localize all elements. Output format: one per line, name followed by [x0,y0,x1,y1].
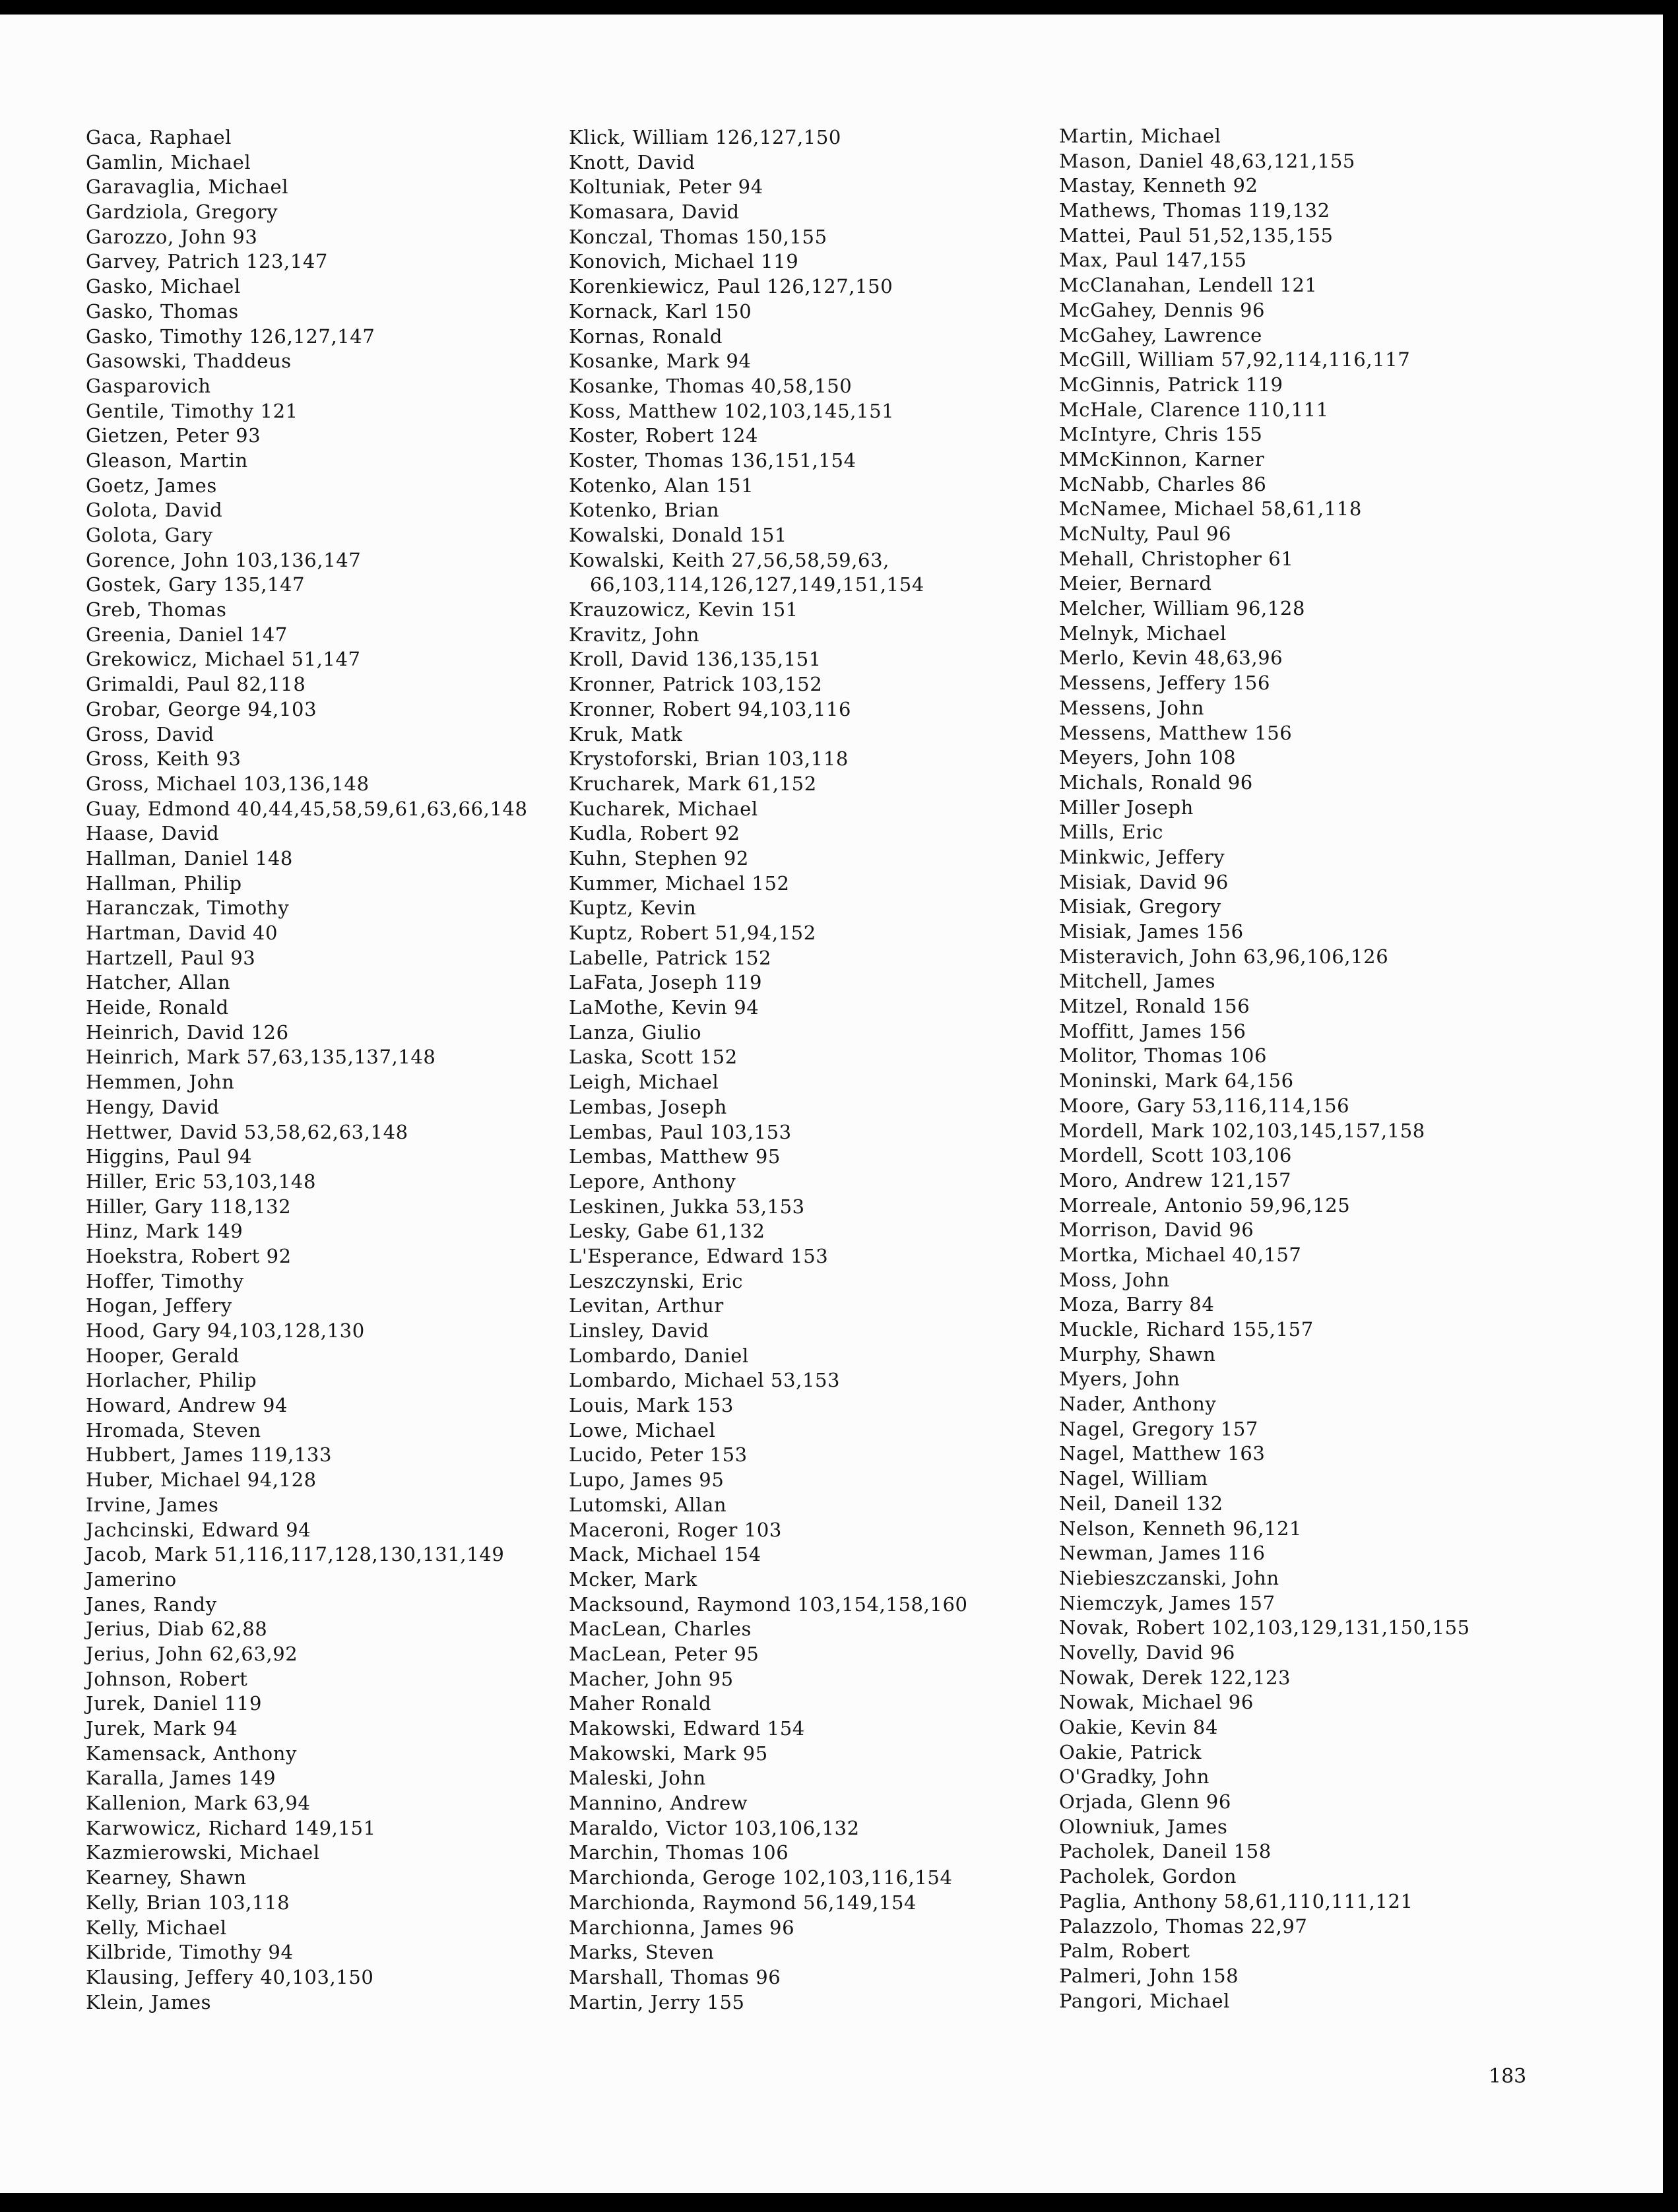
index-entry: Hartman, David 40 [86,922,278,944]
index-entry: Kornas, Ronald [569,325,723,348]
index-entry: Makowski, Edward 154 [569,1717,805,1740]
index-column-2 [569,125,968,2015]
index-entry: McNabb, Charles 86 [1059,472,1267,495]
index-entry: Hinz, Mark 149 [86,1220,243,1243]
page-number: 183 [1489,2065,1527,2088]
index-entry: Gardziola, Gregory [86,201,278,224]
index-entry: Murphy, Shawn [1059,1343,1216,1366]
index-entry: Nagel, William [1059,1467,1208,1490]
index-entry: Lembas, Matthew 95 [569,1145,781,1168]
index-entry: Hogan, Jeffery [86,1294,232,1317]
index-entry: 66,103,114,126,127,149,151,154 [590,573,924,596]
index-entry: Palmeri, John 158 [1059,1964,1239,1987]
index-column-3 [1059,124,1470,2013]
index-entry: Lombardo, Daniel [569,1344,749,1367]
index-entry: Makowski, Mark 95 [569,1742,768,1765]
index-entry: Howard, Andrew 94 [86,1394,288,1417]
index-entry: Marchin, Thomas 106 [569,1841,789,1864]
index-entry: LaMothe, Kevin 94 [569,996,759,1019]
index-entry: MacLean, Charles [569,1618,752,1641]
index-entry: Olowniuk, James [1059,1815,1228,1838]
index-entry: Merlo, Kevin 48,63,96 [1059,647,1283,670]
index-entry: Garozzo, John 93 [86,225,258,248]
index-entry: Novelly, David 96 [1059,1641,1235,1664]
index-entry: Jerius, John 62,63,92 [86,1642,298,1665]
index-entry: Krystoforski, Brian 103,118 [569,747,849,771]
index-entry: Macher, John 95 [569,1667,734,1690]
index-entry: Hoffer, Timothy [86,1269,244,1292]
index-entry: Hubbert, James 119,133 [86,1443,333,1467]
index-entry: Kowalski, Keith 27,56,58,59,63, [569,548,889,571]
index-entry: Lembas, Joseph [569,1095,727,1118]
index-entry: Krauzowicz, Kevin 151 [569,598,798,621]
index-entry: Pacholek, Gordon [1059,1865,1237,1888]
index-entry: Mack, Michael 154 [569,1543,761,1566]
index-entry: Louis, Mark 153 [569,1394,734,1417]
index-entry: Mills, Eric [1059,821,1163,844]
index-entry: Mitchell, James [1059,970,1216,993]
index-entry: Mcker, Mark [569,1567,697,1591]
index-entry: Labelle, Patrick 152 [569,946,772,969]
index-entry: Hettwer, David 53,58,62,63,148 [86,1120,408,1143]
index-entry: Kravitz, John [569,623,700,646]
index-entry: Lucido, Peter 153 [569,1443,748,1467]
index-entry: Gorence, John 103,136,147 [86,548,362,571]
index-entry: Messens, Matthew 156 [1059,721,1293,744]
index-entry: Grimaldi, Paul 82,118 [86,673,306,696]
index-entry: Hood, Gary 94,103,128,130 [86,1319,365,1342]
index-entry: Kelly, Brian 103,118 [86,1891,290,1914]
index-entry: Muckle, Richard 155,157 [1059,1318,1314,1341]
index-entry: McIntyre, Chris 155 [1059,423,1263,446]
index-entry: Kudla, Robert 92 [569,822,740,845]
index-entry: Michals, Ronald 96 [1059,771,1253,794]
index-entry: Miller Joseph [1059,796,1194,819]
index-entry: Grobar, George 94,103 [86,697,317,720]
index-entry: Macksound, Raymond 103,154,158,160 [569,1593,968,1616]
index-entry: Koltuniak, Peter 94 [569,175,763,199]
index-entry: Nowak, Michael 96 [1059,1691,1254,1714]
index-entry: Huber, Michael 94,128 [86,1469,317,1492]
index-entry: Gleason, Martin [86,449,248,472]
index-entry: Mathews, Thomas 119,132 [1059,199,1330,222]
index-entry: Paglia, Anthony 58,61,110,111,121 [1059,1889,1413,1912]
index-entry: Kowalski, Donald 151 [569,524,787,546]
index-entry: Jurek, Daniel 119 [86,1692,263,1715]
index-entry: Krucharek, Mark 61,152 [569,772,817,795]
index-entry: Koss, Matthew 102,103,145,151 [569,399,895,422]
index-entry: Golota, Gary [86,524,213,546]
index-entry: Jamerino [86,1567,177,1591]
index-entry: Gamlin, Michael [86,150,251,174]
index-entry: Kruk, Matk [569,722,683,745]
index-entry: Nowak, Derek 122,123 [1059,1666,1291,1689]
index-entry: Novak, Robert 102,103,129,131,150,155 [1059,1616,1470,1639]
index-entry: Goetz, James [86,474,217,497]
index-entry: Golota, David [86,499,223,522]
index-entry: Melnyk, Michael [1059,621,1227,645]
index-entry: Leigh, Michael [569,1071,719,1094]
index-entry: Hooper, Gerald [86,1344,240,1367]
index-entry: Nagel, Gregory 157 [1059,1417,1258,1440]
index-entry: Gasko, Thomas [86,300,239,323]
index-entry: Maceroni, Roger 103 [569,1518,782,1541]
index-entry: McClanahan, Lendell 121 [1059,274,1318,297]
index-entry: Lombardo, Michael 53,153 [569,1369,841,1392]
index-entry: Lesky, Gabe 61,132 [569,1220,765,1243]
index-entry: Mordell, Mark 102,103,145,157,158 [1059,1119,1425,1142]
index-entry: Guay, Edmond 40,44,45,58,59,61,63,66,148 [86,797,528,820]
index-entry: Mehall, Christopher 61 [1059,547,1294,570]
index-entry: Karwowicz, Richard 149,151 [86,1816,376,1839]
index-entry: L'Esperance, Edward 153 [569,1244,829,1267]
index-entry: Kummer, Michael 152 [569,871,790,895]
index-entry: Hiller, Gary 118,132 [86,1195,292,1218]
index-entry: Mattei, Paul 51,52,135,155 [1059,224,1334,247]
index-entry: Garvey, Patrich 123,147 [86,250,328,273]
index-entry: Meyers, John 108 [1059,746,1237,769]
index-entry: Lembas, Paul 103,153 [569,1120,792,1143]
index-entry: Higgins, Paul 94 [86,1145,253,1168]
index-entry: Karalla, James 149 [86,1767,276,1790]
index-entry: Kotenko, Alan 151 [569,474,754,497]
index-entry: Kosanke, Mark 94 [569,350,752,373]
index-entry: Kuptz, Robert 51,94,152 [569,922,816,944]
index-entry: Moza, Barry 84 [1059,1293,1215,1316]
index-entry: Gasowski, Thaddeus [86,350,292,373]
index-entry: Oakie, Kevin 84 [1059,1716,1219,1738]
index-entry: Jacob, Mark 51,116,117,128,130,131,149 [86,1543,505,1566]
index-entry: Heide, Ronald [86,996,229,1019]
index-entry: Kronner, Patrick 103,152 [569,673,823,696]
index-entry: Kazmierowski, Michael [86,1841,320,1864]
index-entry: McHale, Clarence 110,111 [1059,398,1329,421]
index-entry: Hartzell, Paul 93 [86,946,256,969]
index-entry: Heinrich, David 126 [86,1021,289,1044]
index-entry: Messens, John [1059,696,1205,719]
index-entry: Morreale, Antonio 59,96,125 [1059,1193,1351,1217]
index-entry: Hromada, Steven [86,1418,261,1441]
index-entry: Marks, Steven [569,1941,715,1964]
index-entry: Gostek, Gary 135,147 [86,573,306,596]
index-entry: Kearney, Shawn [86,1866,247,1889]
index-entry: Nader, Anthony [1059,1393,1217,1416]
index-entry: Orjada, Glenn 96 [1059,1790,1231,1814]
index-entry: Hatcher, Allan [86,971,231,994]
index-entry: Nagel, Matthew 163 [1059,1442,1266,1465]
index-entry: Gross, Michael 103,136,148 [86,772,370,795]
index-entry: Jachcinski, Edward 94 [86,1518,311,1541]
index-entry: Klein, James [86,1990,212,2013]
index-entry: Meier, Bernard [1059,572,1212,595]
index-entry: Gietzen, Peter 93 [86,424,261,447]
index-entry: Kuptz, Kevin [569,897,697,920]
index-entry: Niebieszczanski, John [1059,1566,1279,1589]
index-entry: Kamensack, Anthony [86,1742,297,1765]
index-entry: Mordell, Scott 103,106 [1059,1144,1292,1167]
index-entry: Hallman, Daniel 148 [86,846,293,869]
index-entry: Konczal, Thomas 150,155 [569,225,827,248]
index-entry: O'Gradky, John [1059,1765,1210,1788]
index-entry: Jurek, Mark 94 [86,1717,238,1740]
index-entry: Kosanke, Thomas 40,58,150 [569,374,853,397]
index-entry: Maleski, John [569,1767,706,1790]
index-entry: Haranczak, Timothy [86,897,290,920]
index-entry: Garavaglia, Michael [86,175,289,199]
index-entry: Horlacher, Philip [86,1369,257,1392]
index-entry: Janes, Randy [86,1593,217,1616]
index-entry: Lutomski, Allan [569,1493,727,1516]
index-entry: Nelson, Kenneth 96,121 [1059,1517,1303,1540]
index-entry: Hemmen, John [86,1071,235,1094]
index-entry: Leskinen, Jukka 53,153 [569,1195,805,1218]
index-entry: Hallman, Philip [86,871,242,895]
index-entry: Mastay, Kenneth 92 [1059,174,1258,197]
index-entry: Greb, Thomas [86,598,227,621]
index-entry: Gross, David [86,722,214,745]
index-entry: Morrison, David 96 [1059,1218,1254,1242]
index-entry: McGinnis, Patrick 119 [1059,373,1283,396]
index-entry: McGill, William 57,92,114,116,117 [1059,348,1411,371]
index-entry: Maher Ronald [569,1692,712,1715]
index-entry: Lepore, Anthony [569,1170,736,1193]
index-entry: Misiak, David 96 [1059,870,1229,893]
index-entry: Konovich, Michael 119 [569,250,799,273]
index-entry: Kilbride, Timothy 94 [86,1941,294,1964]
index-entry: Maraldo, Victor 103,106,132 [569,1816,860,1839]
index-entry: Martin, Michael [1059,125,1221,147]
index-entry: McNulty, Paul 96 [1059,522,1232,545]
index-entry: Lowe, Michael [569,1418,716,1441]
index-page [0,15,1663,2193]
index-entry: Linsley, David [569,1319,709,1342]
index-entry: Komasara, David [569,201,740,224]
index-entry: Marchionna, James 96 [569,1916,795,1939]
index-entry: McNamee, Michael 58,61,118 [1059,497,1362,521]
index-entry: Kallenion, Mark 63,94 [86,1792,311,1815]
index-entry: MMcKinnon, Karner [1059,447,1265,470]
index-entry: Kornack, Karl 150 [569,300,752,323]
index-entry: MacLean, Peter 95 [569,1642,759,1665]
index-entry: Gentile, Timothy 121 [86,399,298,422]
index-entry: Niemczyk, James 157 [1059,1591,1275,1614]
index-entry: Messens, Jeffery 156 [1059,672,1271,695]
index-entry: Mortka, Michael 40,157 [1059,1243,1302,1266]
index-entry: Laska, Scott 152 [569,1046,738,1069]
index-entry: Mitzel, Ronald 156 [1059,995,1250,1018]
index-entry: Palm, Robert [1059,1940,1190,1963]
index-entry: Heinrich, Mark 57,63,135,137,148 [86,1046,436,1069]
index-entry: Max, Paul 147,155 [1059,249,1247,272]
index-entry: Neil, Daneil 132 [1059,1492,1223,1515]
index-entry: Koster, Robert 124 [569,424,759,447]
index-entry: Newman, James 116 [1059,1542,1266,1565]
index-entry: Koster, Thomas 136,151,154 [569,449,856,472]
index-entry: Irvine, James [86,1493,219,1516]
index-entry: Kroll, David 136,135,151 [569,648,822,671]
index-entry: Oakie, Patrick [1059,1740,1202,1763]
index-entry: McGahey, Lawrence [1059,323,1262,346]
index-entry: Misiak, James 156 [1059,920,1244,943]
index-entry: Klick, William 126,127,150 [569,126,841,148]
index-entry: Kronner, Robert 94,103,116 [569,697,852,720]
index-entry: Lanza, Giulio [569,1021,702,1044]
index-entry: Moro, Andrew 121,157 [1059,1168,1292,1191]
index-entry: Jerius, Diab 62,88 [86,1618,268,1641]
index-entry: Minkwic, Jeffery [1059,845,1225,868]
index-entry: Misteravich, John 63,96,106,126 [1059,945,1389,968]
index-entry: McGahey, Dennis 96 [1059,298,1266,321]
index-entry: Klausing, Jeffery 40,103,150 [86,1965,374,1988]
index-entry: Marshall, Thomas 96 [569,1965,781,1988]
index-entry: Levitan, Arthur [569,1294,724,1317]
index-entry: Hoekstra, Robert 92 [86,1244,292,1267]
index-entry: Lupo, James 95 [569,1469,725,1492]
index-entry: Molitor, Thomas 106 [1059,1044,1268,1067]
index-entry: Palazzolo, Thomas 22,97 [1059,1914,1308,1938]
index-entry: Haase, David [86,822,220,845]
index-entry: Gasparovich [86,374,211,397]
index-entry: Mason, Daniel 48,63,121,155 [1059,149,1355,172]
index-entry: Grekowicz, Michael 51,147 [86,648,361,671]
index-entry: Pacholek, Daneil 158 [1059,1840,1272,1863]
index-entry: Moore, Gary 53,116,114,156 [1059,1094,1350,1117]
index-entry: Moss, John [1059,1268,1170,1291]
index-entry: Greenia, Daniel 147 [86,623,288,646]
index-entry: Leszczynski, Eric [569,1269,744,1292]
index-entry: Melcher, William 96,128 [1059,597,1306,620]
index-entry: Marchionda, Geroge 102,103,116,154 [569,1866,953,1889]
index-entry: Gasko, Michael [86,275,241,298]
index-entry: Kuhn, Stephen 92 [569,846,749,869]
index-entry: Pangori, Michael [1059,1989,1230,2012]
index-entry: Marchionda, Raymond 56,149,154 [569,1891,917,1914]
index-entry: Myers, John [1059,1368,1180,1391]
index-entry: Mannino, Andrew [569,1792,748,1815]
index-entry: Kotenko, Brian [569,499,720,522]
index-entry: Korenkiewicz, Paul 126,127,150 [569,275,893,298]
index-entry: Misiak, Gregory [1059,895,1221,918]
index-entry: Knott, David [569,150,695,174]
index-entry: Gaca, Raphael [86,126,232,148]
index-entry: Hiller, Eric 53,103,148 [86,1170,316,1193]
index-entry: Hengy, David [86,1095,220,1118]
index-entry: Kucharek, Michael [569,797,758,820]
index-entry: Moninski, Mark 64,156 [1059,1069,1294,1092]
index-entry: Gross, Keith 93 [86,747,242,771]
index-entry: Martin, Jerry 155 [569,1990,745,2013]
index-entry: LaFata, Joseph 119 [569,971,763,994]
index-entry: Kelly, Michael [86,1916,227,1939]
index-entry: Johnson, Robert [86,1667,248,1690]
index-column-1 [86,125,528,2015]
index-entry: Gasko, Timothy 126,127,147 [86,325,375,348]
index-entry: Moffitt, James 156 [1059,1019,1246,1042]
